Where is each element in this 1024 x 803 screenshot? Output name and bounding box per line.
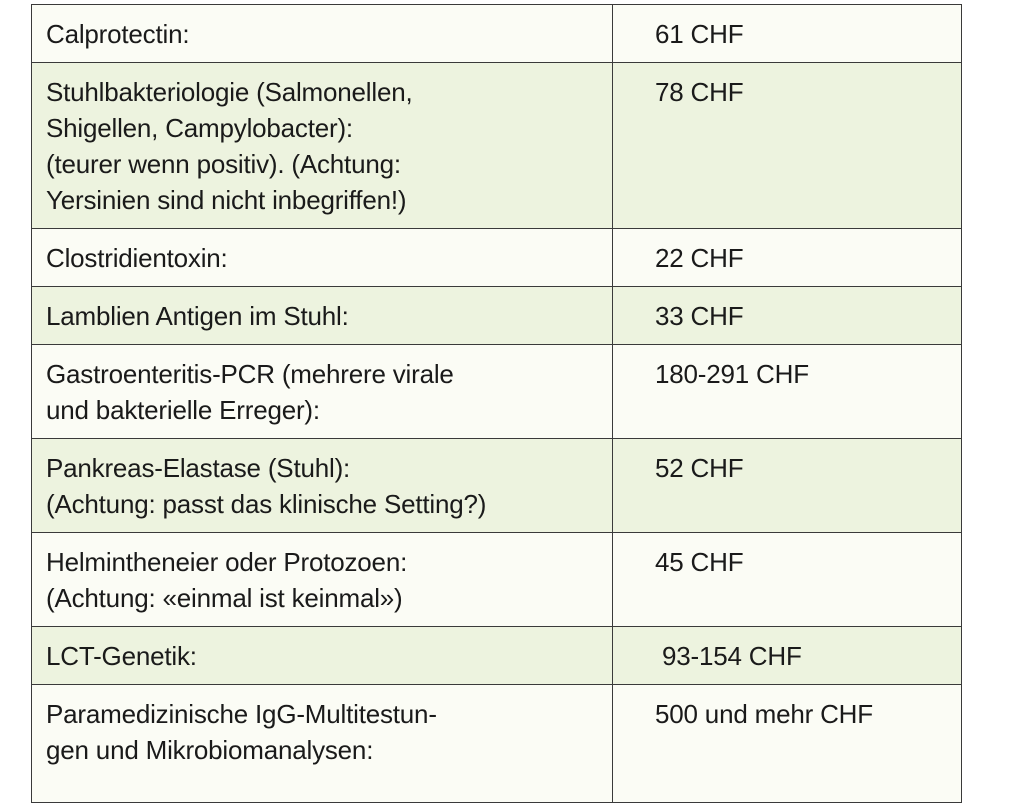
price-cell xyxy=(613,345,962,439)
price-value: 78 CHF xyxy=(655,77,744,107)
price-cell xyxy=(613,627,962,685)
price-value: 45 CHF xyxy=(655,547,744,577)
test-label-cell xyxy=(32,627,613,685)
table-row xyxy=(32,533,962,627)
test-label-cell xyxy=(32,63,613,229)
test-label-line: (Achtung: «einmal ist keinmal») xyxy=(46,583,403,613)
test-label-line: Shigellen, Campylobacter): xyxy=(46,113,353,143)
price-value: 61 CHF xyxy=(655,19,744,49)
price-cell xyxy=(613,229,962,287)
test-label-cell xyxy=(32,345,613,439)
test-label-line: Yersinien sind nicht inbegriffen!) xyxy=(46,185,407,215)
price-cell xyxy=(613,5,962,63)
table-row xyxy=(32,685,962,803)
price-cell xyxy=(613,287,962,345)
table-row xyxy=(32,63,962,229)
price-value: 93-154 CHF xyxy=(655,641,802,671)
table-row xyxy=(32,439,962,533)
price-cell xyxy=(613,63,962,229)
test-label-line: Gastroenteritis-PCR (mehrere virale xyxy=(46,359,454,389)
price-table xyxy=(31,4,962,803)
test-label-line: Stuhlbakteriologie (Salmonellen, xyxy=(46,77,413,107)
price-value: 180-291 CHF xyxy=(655,359,809,389)
test-label-line: (Achtung: passt das klinische Setting?) xyxy=(46,489,487,519)
table-row xyxy=(32,5,962,63)
test-label-line: gen und Mikrobiomanalysen: xyxy=(46,735,374,765)
table-row xyxy=(32,287,962,345)
price-value: 500 und mehr CHF xyxy=(655,699,873,729)
price-cell xyxy=(613,533,962,627)
table-row xyxy=(32,345,962,439)
test-label-line: (teurer wenn positiv). (Achtung: xyxy=(46,149,401,179)
test-label-line: Calprotectin: xyxy=(46,19,190,49)
test-label-line: Lamblien Antigen im Stuhl: xyxy=(46,301,349,331)
price-value: 33 CHF xyxy=(655,301,744,331)
test-label-line: und bakterielle Erreger): xyxy=(46,395,320,425)
test-label-cell xyxy=(32,5,613,63)
table-row xyxy=(32,627,962,685)
test-label-line: Pankreas-Elastase (Stuhl): xyxy=(46,453,351,483)
test-label-line: LCT-Genetik: xyxy=(46,641,197,671)
table-row xyxy=(32,229,962,287)
test-label-cell xyxy=(32,533,613,627)
test-label-line: Clostridientoxin: xyxy=(46,243,228,273)
price-value: 52 CHF xyxy=(655,453,744,483)
test-label-cell xyxy=(32,685,613,803)
test-label-cell xyxy=(32,229,613,287)
test-label-line: Paramedizinische IgG-Multitestun- xyxy=(46,699,437,729)
price-cell xyxy=(613,439,962,533)
price-value: 22 CHF xyxy=(655,243,744,273)
test-label-cell xyxy=(32,287,613,345)
price-cell xyxy=(613,685,962,803)
test-label-line: Helmintheneier oder Protozoen: xyxy=(46,547,408,577)
test-label-cell xyxy=(32,439,613,533)
